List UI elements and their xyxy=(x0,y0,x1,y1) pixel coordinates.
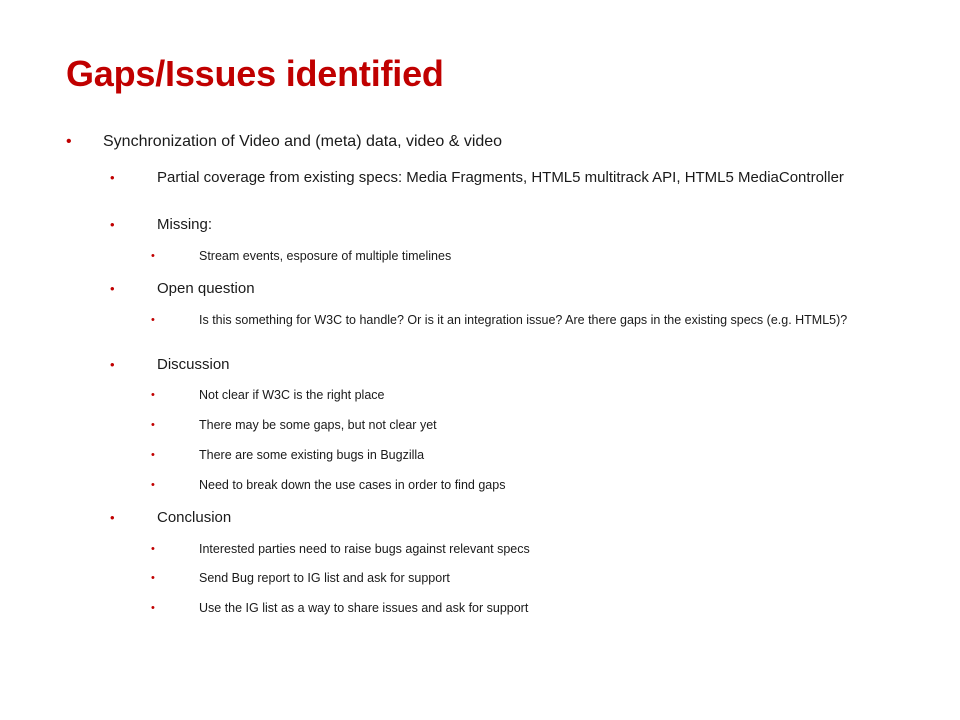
bullet-icon: • xyxy=(151,389,155,401)
bullet-text: Interested parties need to raise bugs against relevant specs xyxy=(199,542,530,556)
bullet-icon: • xyxy=(110,217,115,232)
bullet-icon: • xyxy=(110,170,115,185)
slide-title: Gaps/Issues identified xyxy=(66,53,444,94)
bullet-text: Open question xyxy=(157,280,255,297)
bullet-icon: • xyxy=(151,543,155,555)
bullet-icon: • xyxy=(66,133,72,150)
bullet-icon: • xyxy=(110,357,115,372)
bullet-text: Missing: xyxy=(157,216,213,233)
bullet-icon: • xyxy=(110,510,115,525)
bullet-text: Not clear if W3C is the right place xyxy=(199,388,385,402)
bullet-text: Use the IG list as a way to share issues and ask for support xyxy=(199,601,529,615)
bullet-text: There are some existing bugs in Bugzilla xyxy=(199,448,425,462)
bullet-text: There may be some gaps, but not clear yet xyxy=(199,418,437,432)
bullet-text: Stream events, esposure of multiple timelines xyxy=(199,249,452,263)
bullet-text: Is this something for W3C to handle? Or is it an integration issue? Are there gaps in the existing specs (e.g. HTML5)? xyxy=(199,313,848,327)
bullet-icon: • xyxy=(151,479,155,491)
bullet-text: Need to break down the use cases in order to find gaps xyxy=(199,478,506,492)
bullet-icon: • xyxy=(110,281,115,296)
bullet-icon: • xyxy=(151,314,155,326)
bullet-icon: • xyxy=(151,419,155,431)
bullet-text: Discussion xyxy=(157,356,230,373)
bullet-icon: • xyxy=(151,572,155,584)
bullet-icon: • xyxy=(151,250,155,262)
bullet-icon: • xyxy=(151,602,155,614)
bullet-text: Partial coverage from existing specs: Media Fragments, HTML5 multitrack API, HTML5 MediaController xyxy=(157,169,844,186)
bullet-text: Synchronization of Video and (meta) data, video & video xyxy=(103,133,503,150)
bullet-text: Conclusion xyxy=(157,509,232,526)
bullet-text: Send Bug report to IG list and ask for support xyxy=(199,571,450,585)
bullet-icon: • xyxy=(151,449,155,461)
